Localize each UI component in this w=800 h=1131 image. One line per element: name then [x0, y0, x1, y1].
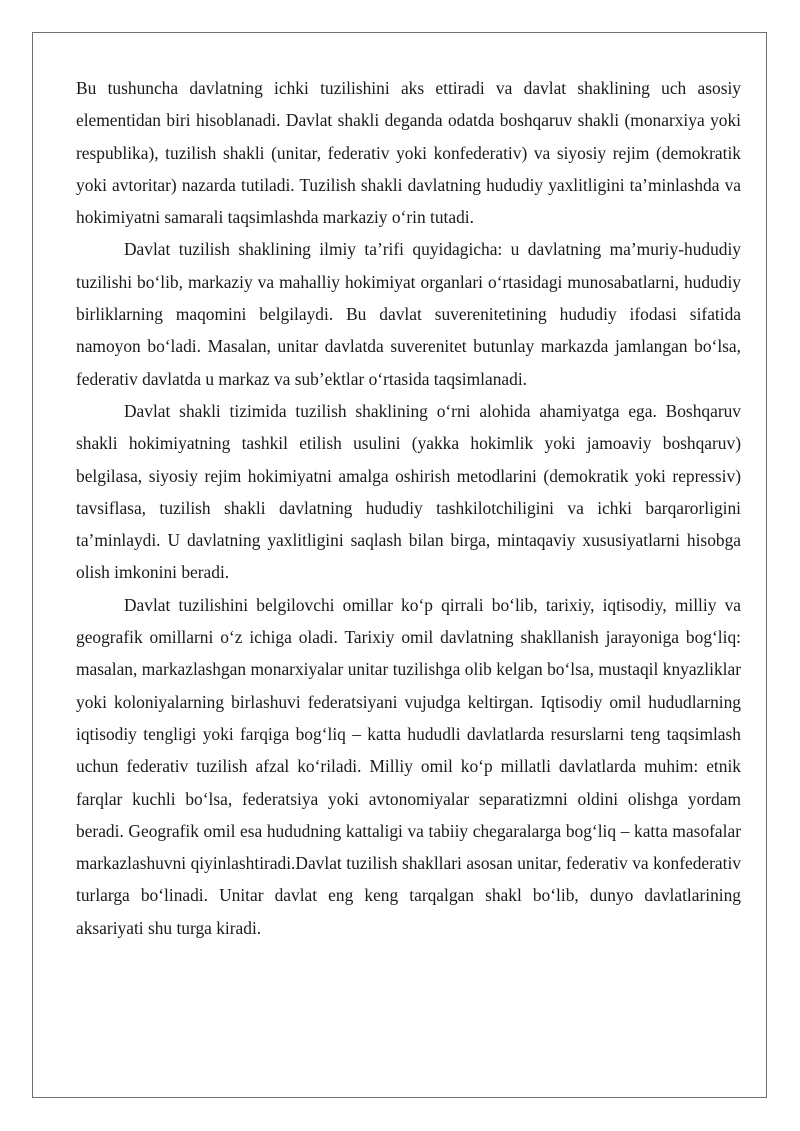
paragraph-3: Davlat shakli tizimida tuzilish shaklining o‘rni alohida ahamiyatga ega. Boshqaruv shakli hokimiyatning tashkil etilish usulini (yakka hokimlik yoki jamoaviy boshqaruv) belgilasa, siyosiy rejim hokimiyatni amalga oshirish metodlarini (demokratik yoki repressiv) tavsiflasa, tuzilish shakli davlatning hududiy tashkilotchiligini va ichki barqarorligini ta’minlaydi. U davlatning yaxlitligini saqlash bilan birga, mintaqaviy xususiyatlarni hisobga olish imkonini beradi. [76, 400, 741, 583]
paragraph-2: Davlat tuzilish shaklining ilmiy ta’rifi quyidagicha: u davlatning ma’muriy-hududiy tuzilishi bo‘lib, markaziy va mahalliy hokimiyat organlari o‘rtasidagi munosabatlarni, hududiy birliklarning maqomini belgilaydi. Bu davlat suverenitetining hududiy ifodasi sifatida namoyon bo‘ladi. Masalan, unitar davlatda suverenitet butunlay markazda jamlangan bo‘lsa, federativ davlatda u markaz va sub’ektlar o‘rtasida taqsimlanadi. [76, 239, 741, 389]
document-body [76, 72, 741, 944]
paragraph-4: Davlat tuzilishini belgilovchi omillar ko‘p qirrali bo‘lib, tarixiy, iqtisodiy, milliy va geografik omillarni o‘z ichiga oladi. Tarixiy omil davlatning shakllanish jarayoniga bog‘liq: masalan, markazlashgan monarxiyalar unitar tuzilishga olib kelgan bo‘lsa, mustaqil knyazliklar yoki koloniyalarning birlashuvi federatsiyani vujudga keltirgan. Iqtisodiy omil hududlarning iqtisodiy tengligi yoki farqiga bog‘liq – katta hududli davlatlarda resurslarni teng taqsimlash uchun federativ tuzilish afzal ko‘riladi. Milliy omil ko‘p millatli davlatlarda muhim: etnik farqlar kuchli bo‘lsa, federatsiya yoki avtonomiyalar separatizmni oldini olishga yordam beradi. Geografik omil esa hududning kattaligi va tabiiy chegaralarga bog‘liq – katta masofalar markazlashuvni qiyinlashtiradi.Davlat tuzilish shakllari asosan unitar, federativ va konfederativ turlarga bo‘linadi. Unitar davlat eng keng tarqalgan shakl bo‘lib, dunyo davlatlarining aksariyati shu turga kiradi. [76, 594, 741, 938]
paragraph-1: Bu tushuncha davlatning ichki tuzilishini aks ettiradi va davlat shaklining uch asosiy elementidan biri hisoblanadi. Davlat shakli deganda odatda boshqaruv shakli (monarxiya yoki respublika), tuzilish shakli (unitar, federativ yoki konfederativ) va siyosiy rejim (demokratik yoki avtoritar) nazarda tutiladi. Tuzilish shakli davlatning hududiy yaxlitligini ta’minlashda va hokimiyatni samarali taqsimlashda markaziy o‘rin tutadi. [76, 78, 741, 228]
